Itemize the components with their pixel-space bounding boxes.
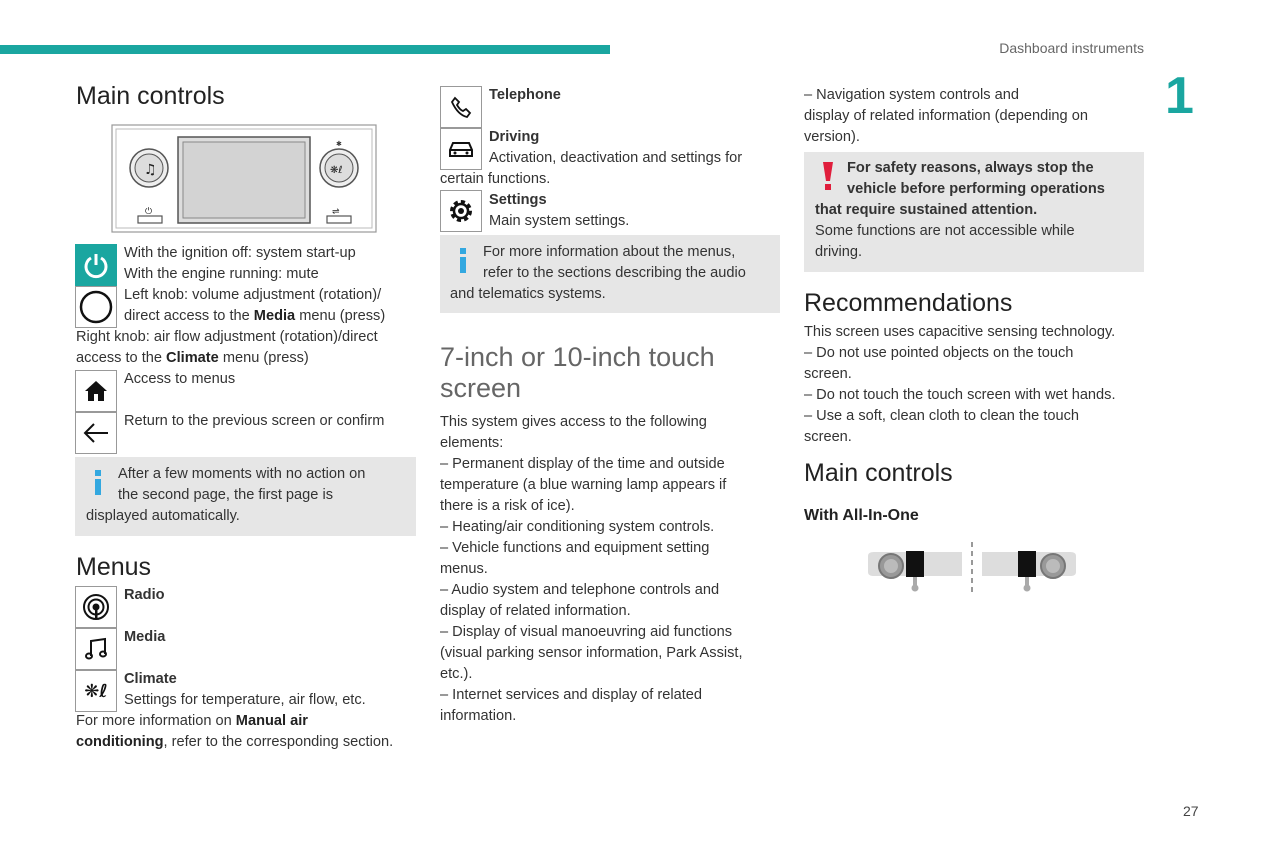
gear-icon xyxy=(440,190,482,232)
menu-telephone-label: Telephone xyxy=(489,87,561,103)
warning-icon xyxy=(821,162,835,197)
knob-icon xyxy=(75,286,117,328)
warning-line2: vehicle before performing operations xyxy=(847,181,1105,197)
home-desc: Access to menus xyxy=(124,371,236,387)
settings-desc: Main system settings. xyxy=(489,213,630,229)
driving-desc-1: Activation, deactivation and settings for xyxy=(489,150,743,166)
power-desc-1: With the ignition off: system start-up xyxy=(124,245,356,261)
more-info-line2: conditioning, refer to the corresponding section. xyxy=(76,734,394,750)
head-unit-illustration xyxy=(111,124,377,233)
power-desc-2: With the engine running: mute xyxy=(124,266,319,282)
car-icon xyxy=(440,128,482,170)
info-icon-dot xyxy=(460,248,466,254)
menu-media-label: Media xyxy=(124,629,166,645)
svg-text:♫: ♫ xyxy=(144,162,157,178)
svg-text:✱: ✱ xyxy=(336,141,342,148)
warning-line5: driving. xyxy=(815,244,863,260)
section-title-touch-screen-1: 7-inch or 10-inch touch xyxy=(440,342,715,372)
section-title-menus: Menus xyxy=(76,553,152,581)
warning-line1: For safety reasons, always stop the xyxy=(847,160,1094,176)
back-desc: Return to the previous screen or confirm xyxy=(124,413,385,429)
svg-text:❋ℓ: ❋ℓ xyxy=(330,165,343,176)
radio-icon xyxy=(75,586,117,628)
right-knob-desc-1: Right knob: air flow adjustment (rotation)/direct xyxy=(76,329,378,345)
note2-line3: and telematics systems. xyxy=(450,286,606,302)
navigation-intro: – Navigation system controls and display of related information (depending on version). xyxy=(804,87,1088,145)
menu-climate-label: Climate xyxy=(124,671,177,687)
note1-line3: displayed automatically. xyxy=(86,508,240,524)
menu-driving-label: Driving xyxy=(489,129,540,145)
header-accent-bar xyxy=(0,45,610,54)
note2-line2: refer to the sections describing the audio xyxy=(483,265,746,281)
menu-climate-desc: Settings for temperature, air flow, etc. xyxy=(124,692,366,708)
chapter-number: 1 xyxy=(1165,67,1194,125)
running-header: Dashboard instruments xyxy=(999,40,1144,56)
subtitle-all-in-one: With All-In-One xyxy=(804,507,919,524)
warning-line3: that require sustained attention. xyxy=(815,202,1038,218)
page-number: 27 xyxy=(1183,803,1199,819)
svg-text:⏻: ⏻ xyxy=(145,207,153,217)
section-title-main-controls: Main controls xyxy=(76,82,225,110)
touch-screen-body: This system gives access to the following elements: – Permanent display of the time and outside temperature (a blue warning lamp appears if there is a risk of ice). – Heating/air conditioning system controls. – Vehicle functions and equipment setting menus. – Audio system and telephone controls and display of related information. – Display of visual manoeuvring aid functions (visual parking sensor information, Park Assist, etc.). – Internet services and display of related information. xyxy=(440,414,743,724)
note2-line1: For more information about the menus, xyxy=(483,244,736,260)
menu-settings-label: Settings xyxy=(489,192,547,208)
info-icon xyxy=(95,479,101,495)
right-knob-desc-2: access to the Climate menu (press) xyxy=(76,350,309,366)
back-arrow-icon xyxy=(75,412,117,454)
section-title-touch-screen-2: screen xyxy=(440,373,522,403)
info-icon xyxy=(460,257,466,273)
home-icon xyxy=(75,370,117,412)
note1-line2: the second page, the first page is xyxy=(118,487,333,503)
info-icon-dot xyxy=(95,470,101,476)
knob-desc-2: direct access to the Media menu (press) xyxy=(124,308,386,324)
driving-desc-2: certain functions. xyxy=(440,171,551,187)
climate-icon: ❋ℓ xyxy=(75,670,117,712)
lhd-rhd-illustration xyxy=(866,542,1078,594)
note1-line1: After a few moments with no action on xyxy=(118,466,366,482)
more-info-line1: For more information on Manual air xyxy=(76,713,308,729)
recommendations-body: This screen uses capacitive sensing technology. – Do not use pointed objects on the touch screen. – Do not touch the touch screen with wet hands. – Use a soft, clean cloth to clean the touch screen. xyxy=(804,324,1116,445)
power-button-icon xyxy=(75,244,117,286)
knob-desc-1: Left knob: volume adjustment (rotation)/ xyxy=(124,287,382,303)
menu-radio-label: Radio xyxy=(124,587,165,603)
telephone-icon xyxy=(440,86,482,128)
section-title-main-controls-2: Main controls xyxy=(804,459,953,487)
svg-text:⇌: ⇌ xyxy=(332,207,340,217)
section-title-recommendations: Recommendations xyxy=(804,289,1013,317)
music-note-icon xyxy=(75,628,117,670)
warning-line4: Some functions are not accessible while xyxy=(815,223,1075,239)
